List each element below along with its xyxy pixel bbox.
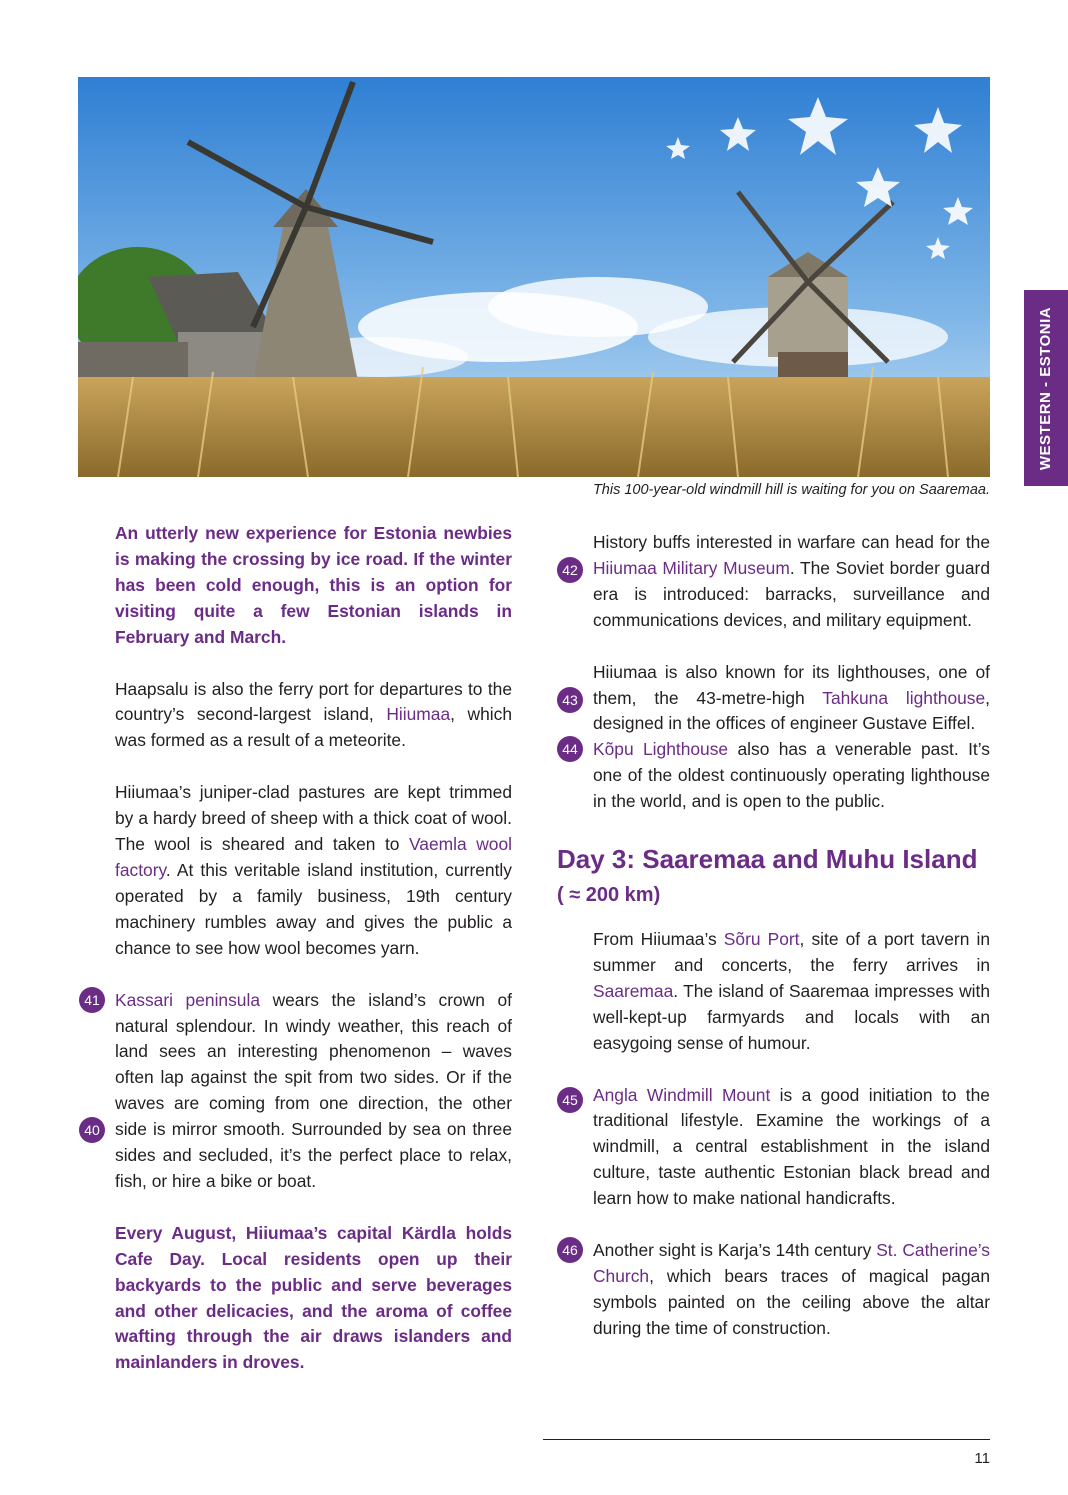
karja-paragraph: 46 Another sight is Karja’s 14th century St. Catherine’s Church, which bears traces of magical pagan symbols painted on the ceiling above the altar during the time of construction.: [593, 1238, 990, 1342]
saaremaa-link[interactable]: Saaremaa: [593, 980, 674, 1001]
kopu-paragraph: 44 Kõpu Lighthouse also has a venerable past. It’s one of the oldest continuously operating lighthouse in the world, and is open to the public.: [593, 737, 990, 815]
windmill-photo: [78, 77, 990, 477]
marker-42: 42: [557, 557, 583, 583]
right-column: [562, 530, 991, 841]
juniper-paragraph: 40 Hiiumaa’s juniper-clad pastures are kept trimmed by a hardy breed of sheep with a thick coat of wool. The wool is sheared and taken to Vaemla wool factory. At this veritable island institution, currently operated by a family business, 19th century machinery rumbles away and gives the public a chance to see how wool becomes yarn.: [115, 780, 512, 961]
hiiumaa-military-museum-link[interactable]: Hiiumaa Military Museum: [593, 557, 790, 578]
marker-44: 44: [557, 736, 583, 762]
intro-highlight: An utterly new experience for Estonia newbies is making the crossing by ice road. If the winter has been cold enough, this is an option for visiting quite a few Estonian islands in February and March.: [115, 523, 512, 647]
footer-divider: [543, 1439, 990, 1440]
day3-heading: [557, 840, 977, 912]
day3-title: Day 3: Saaremaa and Muhu Island: [557, 844, 978, 874]
soru-paragraph: From Hiiumaa’s Sõru Port, site of a port tavern in summer and concerts, the ferry arrives in Saaremaa. The island of Saaremaa impresses with well-kept-up farmyards and locals with an easygoing sense of humour.: [593, 929, 990, 1053]
marker-46: 46: [557, 1237, 583, 1263]
marker-43: 43: [557, 687, 583, 713]
vaemla-wool-factory-link[interactable]: Vaemla wool factory: [115, 834, 512, 880]
section-label: WESTERN - ESTONIA: [1037, 306, 1055, 470]
angla-windmill-mount-link[interactable]: Angla Windmill Mount: [593, 1084, 771, 1105]
marker-40: 40: [79, 1117, 105, 1143]
left-column: [84, 521, 513, 1376]
marker-45: 45: [557, 1087, 583, 1113]
section-side-tab: [1024, 290, 1068, 486]
angla-paragraph: 45 Angla Windmill Mount is a good initiation to the traditional lifestyle. Examine the workings of a windmill, a central establishment in the island culture, taste authentic Estonian black bread and learn how to make national handicrafts.: [593, 1083, 990, 1213]
lighthouses-paragraph: 43 Hiiumaa is also known for its lighthouses, one of them, the 43-metre-high Tahkuna lighthouse, designed in the offices of engineer Gustave Eiffel.: [593, 660, 990, 738]
kassari-paragraph: 41 Kassari peninsula wears the island’s crown of natural splendour. In windy weather, this reach of land sees an interesting phenomenon – waves often lap against the spit from two sides. Or if the waves are coming from one direction, the other side is mirror smooth. Surrounded by sea on three sides and secluded, it’s the perfect place to relax, fish, or hire a bike or boat.: [115, 988, 512, 1195]
photo-caption: This 100-year-old windmill hill is waiting for you on Saaremaa.: [592, 482, 990, 498]
st-catherines-church-link[interactable]: St. Catherine’s Church: [593, 1240, 990, 1286]
right-column-lower: [562, 927, 990, 1342]
kassari-peninsula-link[interactable]: Kassari peninsula: [115, 989, 261, 1010]
soru-port-link[interactable]: Sõru Port: [723, 929, 800, 949]
haapsalu-paragraph: Haapsalu is also the ferry port for departures to the country’s second-largest island, Hiiumaa, which was formed as a result of a meteorite.: [115, 678, 513, 751]
day3-distance: ( ≈ 200 km): [557, 884, 661, 906]
kopu-lighthouse-link[interactable]: Kõpu Lighthouse: [593, 739, 729, 760]
cafe-day-highlight: Every August, Hiiumaa’s capital Kärdla holds Cafe Day. Local residents open up their backyards to the public and serve beverages and other delicacies, and the aroma of coffee wafting through the air draws islanders and mainlanders in droves.: [115, 1222, 512, 1373]
page-number: 11: [974, 1450, 990, 1467]
marker-41: 41: [79, 987, 105, 1013]
hiiumaa-link[interactable]: Hiiumaa: [386, 704, 451, 725]
military-museum-paragraph: 42 History buffs interested in warfare can head for the Hiiumaa Military Museum. The Soviet border guard era is introduced: barracks, surveillance and communications devices, and military equipment.: [593, 530, 990, 634]
tahkuna-lighthouse-link[interactable]: Tahkuna lighthouse: [822, 687, 986, 708]
